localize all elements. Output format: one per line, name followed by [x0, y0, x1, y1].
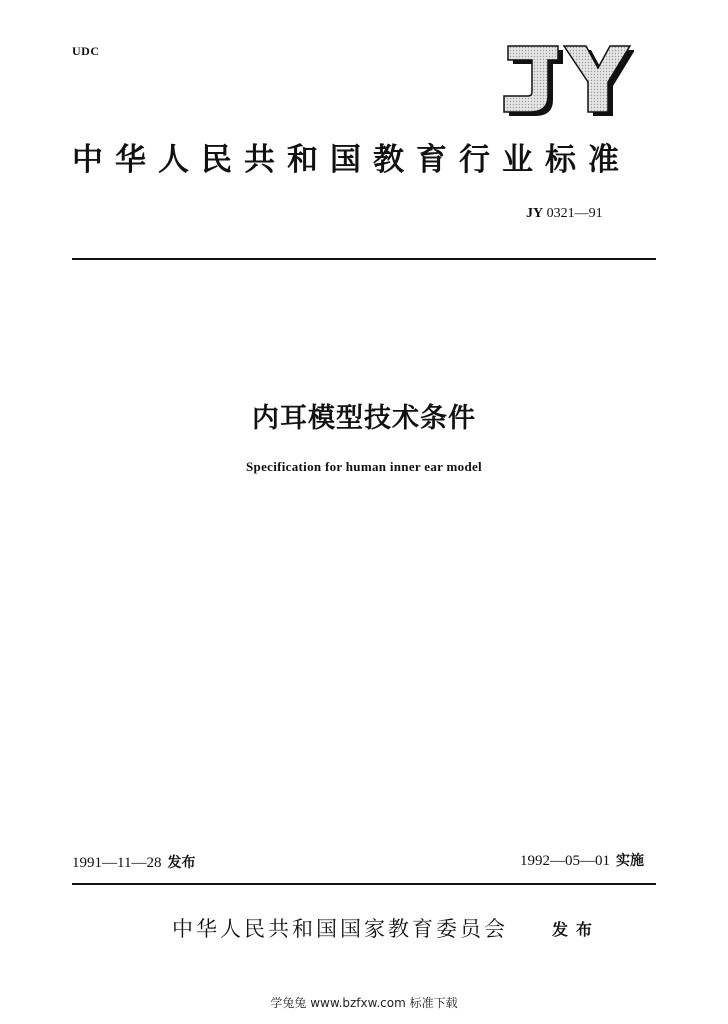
logo-letter-y — [564, 46, 630, 112]
footer-divider — [72, 883, 656, 885]
standard-number-prefix: JY — [526, 206, 544, 221]
watermark-footer[interactable]: 学兔兔 www.bzfxw.com 标准下载 — [270, 996, 458, 1010]
document-title-cn: 内耳模型技术条件 — [252, 403, 476, 434]
issue-date — [72, 852, 195, 872]
header-divider — [72, 258, 656, 260]
implementation-date — [520, 850, 644, 870]
implementation-date-label: 实施 — [616, 853, 644, 869]
standard-number-code: 0321—91 — [546, 206, 603, 221]
issue-date-label: 发布 — [167, 855, 196, 871]
implementation-date-value: 1992—05—01 — [520, 853, 610, 869]
udc-label: UDC — [72, 44, 100, 58]
issuer-action: 发布 — [552, 920, 601, 939]
header-title: 中华人民共和国教育行业标准 — [72, 142, 631, 178]
issue-date-value: 1991—11—28 — [72, 855, 162, 871]
jy-standard-logo-icon — [494, 40, 634, 116]
issuer-name: 中华人民共和国国家教育委员会 — [172, 917, 508, 941]
document-title-en: Specification for human inner ear model — [246, 459, 482, 474]
standard-number — [526, 206, 603, 222]
